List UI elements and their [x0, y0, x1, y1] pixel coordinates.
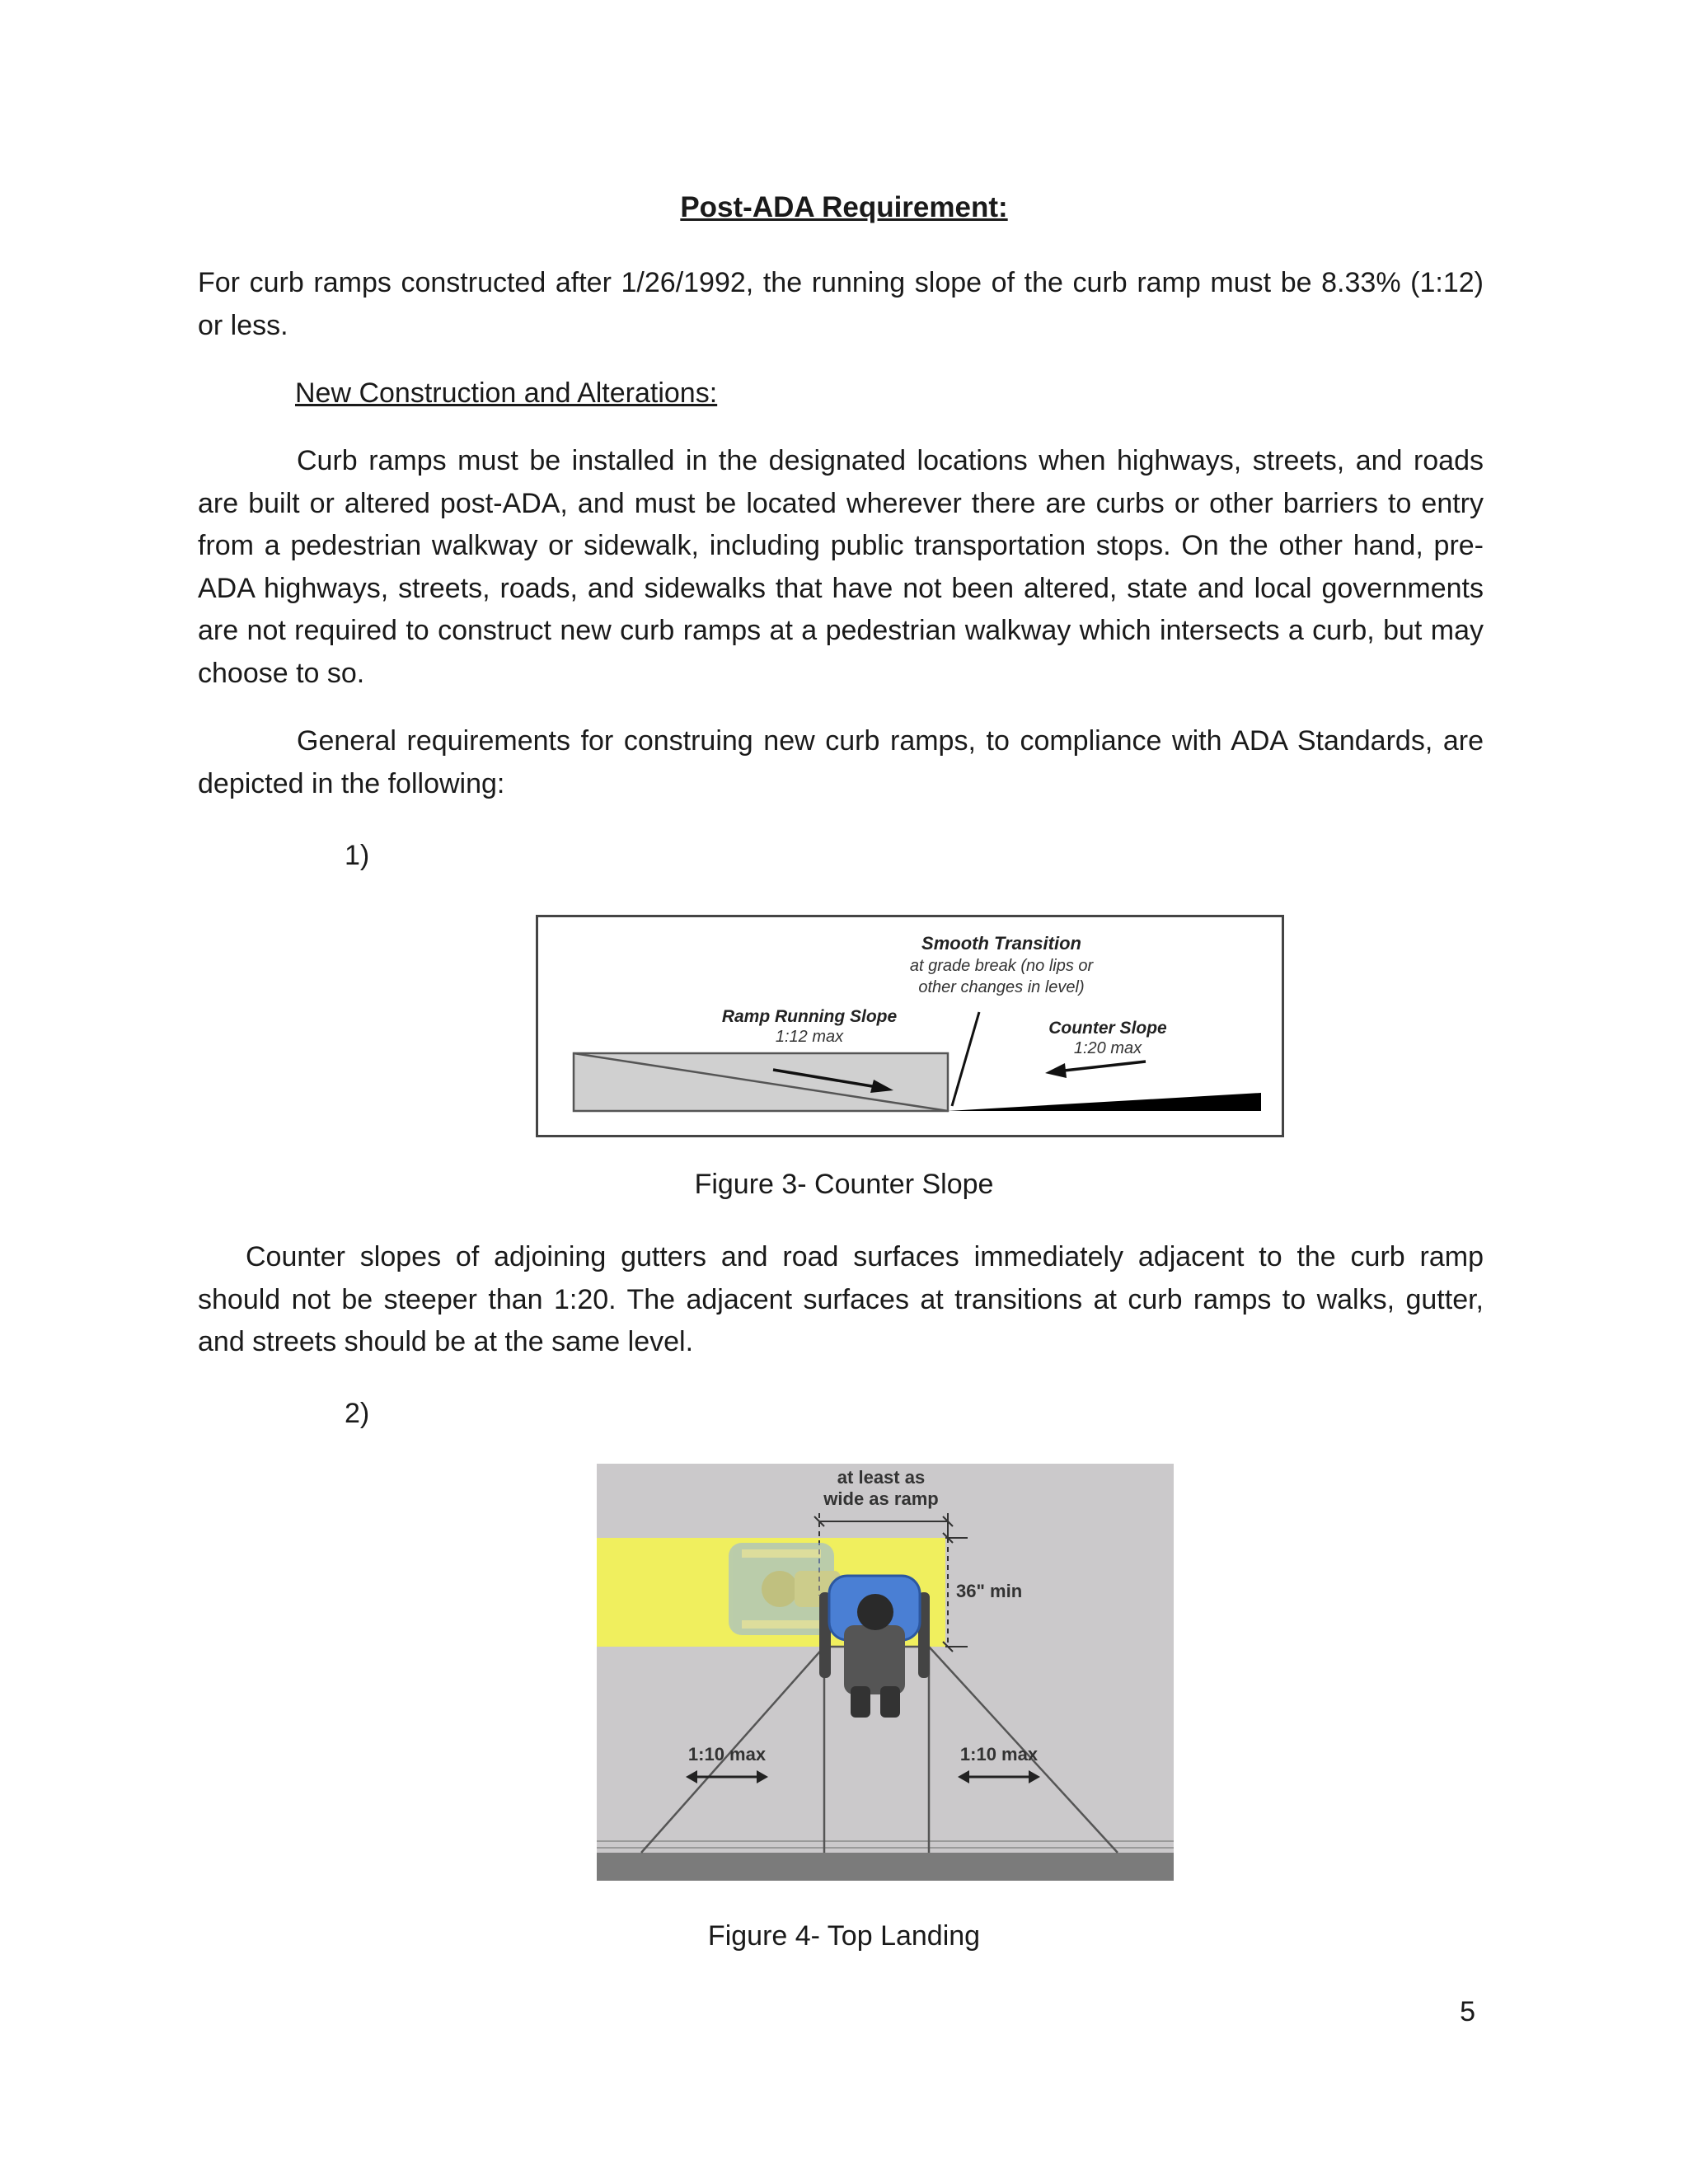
smooth-transition-line1: at grade break (no lips or [909, 957, 1094, 975]
page-number: 5 [1460, 1996, 1475, 2027]
list-marker-2: 2) [345, 1398, 370, 1429]
paragraph-general-requirements: General requirements for construing new curb ramps, to compliance with ADA Standards, are depicted in the following: [198, 725, 1484, 799]
width-label-line2: wide as ramp [823, 1488, 939, 1509]
counter-slope-title: Counter Slope [1048, 1019, 1167, 1038]
ramp-slope-value: 1:12 max [775, 1028, 844, 1046]
ramp-slope-title: Ramp Running Slope [721, 1007, 898, 1026]
subheading: New Construction and Alterations: [295, 377, 718, 409]
figure-4-caption: Figure 4- Top Landing [707, 1920, 981, 1952]
smooth-transition-line2: other changes in level) [918, 978, 1085, 996]
right-flare-label: 1:10 max [959, 1744, 1039, 1765]
left-flare-label: 1:10 max [687, 1744, 767, 1765]
paragraph-curb-ramps: Curb ramps must be installed in the designated locations when highways, streets, and roads are built or altered post-ADA, and must be located wherever there are curbs or other barriers to entry from a pedestrian walkway or sidewalk, including public transportation stops. On the other hand, pre-ADA highways, streets, roads, and sidewalks that have not been altered, state and local governments are not required to construct new curb ramps at a pedestrian walkway which intersects a curb, but may choose to so. [198, 445, 1484, 689]
figure-4-top-landing-diagram [597, 1464, 1174, 1881]
depth-label: 36" min [956, 1581, 1023, 1601]
list-marker-1: 1) [345, 840, 370, 871]
figure-3-counter-slope-diagram [536, 915, 1284, 1137]
smooth-transition-title: Smooth Transition [921, 933, 1081, 954]
paragraph-counter-slopes: Counter slopes of adjoining gutters and road surfaces immediately adjacent to the curb ramp should not be steeper than 1:20. The adjacent surfaces at transitions at curb ramps to walks, gutter, and streets should be at the same level. [198, 1241, 1484, 1357]
intro-paragraph: For curb ramps constructed after 1/26/1992, the running slope of the curb ramp must be 8.33% (1:12) or less. [198, 267, 1484, 341]
section-heading: Post-ADA Requirement: [680, 191, 1008, 223]
figure-3-caption: Figure 3- Counter Slope [694, 1169, 994, 1200]
width-label-line1: at least as [837, 1467, 926, 1488]
curb-strip [597, 1853, 1174, 1881]
counter-slope-value: 1:20 max [1073, 1039, 1142, 1057]
